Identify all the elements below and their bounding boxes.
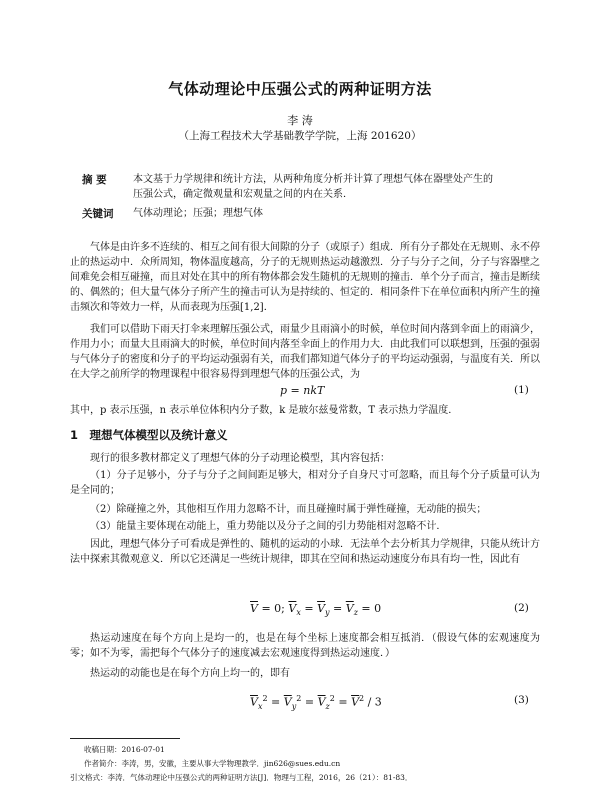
section-1-paragraph-2: 因此，理想气体分子可看成是弹性的、随机的运动的小球．无法单个去分析其力学规律，只能从统计方法中探索其微观意义．所以它还满足一些统计规律，即其在空间和热运动速度分布具有均一性，因此有 <box>70 539 540 565</box>
section-1-paragraph-1: 现行的很多教材都定义了理想气体的分子动理论模型，其内容包括： <box>90 453 390 464</box>
after-equation-2-text: 热运动速度在每个方向上是均一的，也是在每个坐标上速度都会相互抵消．（假设气体的宏观速度为零；如不为零，需把每个气体分子的速度减去宏观速度得到热运动速度．） <box>70 633 540 659</box>
keywords-text: 气体动理论；压强；理想气体 <box>133 208 263 219</box>
footnote-citation: 引文格式：李涛．气体动理论中压强公式的两种证明方法[J]．物理与工程，2016，26（21）：81-83． <box>70 773 413 782</box>
footnote-author-info: 作者简介：李涛，男，安徽，主要从事大学物理教学．jin626@sues.edu.cn <box>84 759 341 768</box>
equation-1-note: 其中，p 表示压强，n 表示单位体积内分子数，k 是玻尔兹曼常数，T 表示热力学温度． <box>70 405 459 416</box>
affiliation: （上海工程技术大学基础教学学院，上海 201620） <box>178 130 422 142</box>
before-equation-3-text: 热运动的动能也是在每个方向上均一的，即有 <box>90 668 290 679</box>
abstract-label: 摘 要 <box>82 174 107 186</box>
intro-paragraph-1: 气体是由许多不连续的、相互之间有很大间隙的分子（或原子）组成．所有分子都处在无规则、永不停止的热运动中．众所周知，物体温度越高，分子的无规则热运动越激烈．分子与分子之间，分子与容器壁之间难免会相互碰撞，而且对处在其中的所有物体都会发生随机的无规则的撞击．单个分子而言，撞击是断续的、偶然的；但大量气体分子所产生的撞击可认为是持续的、恒定的．相同条件下在单位面积内所产生的撞击频次和等效力一样，从而表现为压强[1,2]． <box>70 242 540 313</box>
keywords-label: 关键词 <box>82 208 114 220</box>
equation-3: $\overline{V}_x^2 = \overline{V}_y^2 = \overline{V}_z^2 = \overline{V}^2 / 3$ <box>250 694 382 711</box>
intro-paragraph-2: 我们可以借助下雨天打伞来理解压强公式，雨量少且雨滴小的时候，单位时间内落到伞面上的雨滴少，作用力小；而量大且雨滴大的时候，单位时间内落至伞面上的作用力大．由此我们可以联想到，压强的强弱与气体分子的密度和分子的平均运动强弱有关，而我们都知道气体分子的平均运动强弱，与温度有关．所以在大学之前所学的物理课程中很容易得到理想气体的压强公式，为 <box>70 324 540 380</box>
abstract-line-2: 压强公式，确定微观量和宏观量之间的内在关系． <box>133 189 353 200</box>
author-name: 李 涛 <box>287 114 313 127</box>
abstract-line-1: 本文基于力学规律和统计方法，从两种角度分析并计算了理想气体在器壁处产生的 <box>133 174 493 185</box>
equation-2-number: (2) <box>514 602 529 614</box>
footnote-divider <box>70 738 180 739</box>
section-1-heading: 1 理想气体模型以及统计意义 <box>70 428 228 442</box>
paper-title: 气体动理论中压强公式的两种证明方法 <box>168 80 432 98</box>
equation-2: $\overline{V} = 0$; $\overline{V}_x = \overline{V}_y = \overline{V}_z = 0$ <box>250 602 382 618</box>
equation-1: p = nkT <box>280 384 325 397</box>
equation-3-number: (3) <box>514 694 529 706</box>
equation-1-number: (1) <box>514 384 529 396</box>
section-1-item-1: （1）分子足够小，分子与分子之间间距足够大，相对分子自身尺寸可忽略，而且每个分子质量可认为是全同的； <box>70 470 540 496</box>
section-1-item-2: （2）除碰撞之外，其他相互作用力忽略不计，而且碰撞时属于弹性碰撞，无动能的损失； <box>90 504 487 515</box>
section-1-item-3: （3）能量主要体现在动能上，重力势能以及分子之间的引力势能相对忽略不计． <box>90 521 447 532</box>
footnote-received: 收稿日期：2016-07-01 <box>84 745 165 754</box>
